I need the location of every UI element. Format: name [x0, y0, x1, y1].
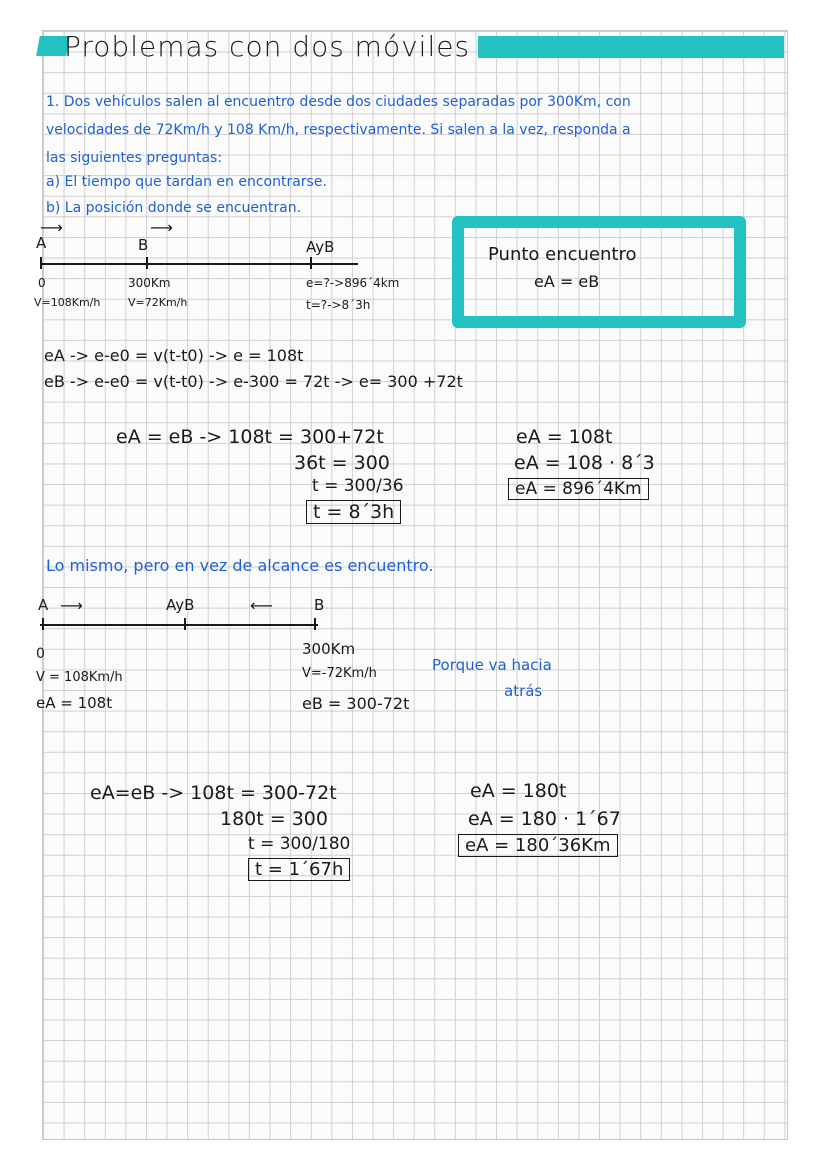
- diagram1-start: 0: [38, 276, 46, 290]
- problem-line-1: 1. Dos vehículos salen al encuentro desde dos ciudades separadas por 300Km, con: [46, 94, 631, 110]
- diagram2-axis: [40, 624, 318, 626]
- question-b: b) La posición donde se encuentran.: [46, 200, 302, 216]
- solve1-right-1: eA = 108t: [516, 426, 613, 448]
- solve2-result-time: t = 1´67h: [248, 858, 350, 881]
- diagram1-tick-ab: [310, 257, 312, 269]
- diagram2-tick-b: [314, 618, 316, 630]
- title-highlight-right: [478, 36, 784, 58]
- meeting-point-equation: eA = eB: [534, 272, 600, 291]
- solve2-right-2: eA = 180 · 1´67: [468, 808, 621, 830]
- diagram2-label-a: A: [38, 596, 49, 614]
- solve1-line-2: 36t = 300: [294, 452, 390, 474]
- diagram2-position-b: eB = 300-72t: [302, 694, 410, 713]
- diagram2-note-2: atrás: [504, 682, 543, 700]
- diagram2-note-1: Porque va hacia: [432, 656, 552, 674]
- solve1-result-position: eA = 896´4Km: [508, 478, 649, 500]
- diagram1-meet-position: e=?->896´4km: [306, 276, 400, 290]
- diagram1-label-b: B: [138, 236, 149, 254]
- diagram2-label-ab: AyB: [166, 596, 195, 614]
- diagram2-position-a: eA = 108t: [36, 694, 113, 712]
- diagram2-velocity-a: V = 108Km/h: [36, 670, 123, 685]
- solve2-line-1: eA=eB -> 108t = 300-72t: [90, 782, 337, 804]
- solve2-result-position: eA = 180´36Km: [458, 834, 618, 857]
- diagram1-b-velocity: V=72Km/h: [128, 296, 188, 309]
- diagram2-velocity-b: V=-72Km/h: [302, 666, 377, 681]
- arrow-a-icon: ⟶: [40, 218, 63, 237]
- arrow-left-icon: ⟵: [250, 596, 273, 615]
- diagram1-start-velocity: V=108Km/h: [34, 296, 101, 309]
- diagram1-label-a: A: [36, 234, 47, 252]
- solve1-line-1: eA = eB -> 108t = 300+72t: [116, 426, 384, 448]
- equation-b: eB -> e-e0 = v(t-t0) -> e-300 = 72t -> e= 300 +72t: [44, 372, 463, 391]
- question-a: a) El tiempo que tardan en encontrarse.: [46, 174, 327, 190]
- problem-line-3: las siguientes preguntas:: [46, 150, 223, 166]
- equation-a: eA -> e-e0 = v(t-t0) -> e = 108t: [44, 346, 304, 365]
- arrow-b-icon: ⟶: [150, 218, 173, 237]
- meeting-point-title: Punto encuentro: [488, 244, 637, 265]
- solve2-right-1: eA = 180t: [470, 780, 567, 802]
- diagram2-start: 0: [36, 646, 45, 662]
- grid-paper: [42, 30, 788, 1140]
- arrow-right-icon: ⟶: [60, 596, 83, 615]
- diagram1-tick-a: [40, 257, 42, 269]
- diagram2-b-distance: 300Km: [302, 640, 356, 658]
- solve2-line-2: 180t = 300: [220, 808, 328, 830]
- section2-note: Lo mismo, pero en vez de alcance es encuentro.: [46, 556, 434, 575]
- diagram1-b-distance: 300Km: [128, 276, 171, 290]
- page-title: Problemas con dos móviles: [64, 30, 471, 63]
- diagram2-label-b: B: [314, 596, 325, 614]
- solve1-right-2: eA = 108 · 8´3: [514, 452, 655, 474]
- diagram1-meet-time: t=?->8´3h: [306, 298, 371, 312]
- solve1-result-time: t = 8´3h: [306, 500, 401, 524]
- diagram2-tick-a: [42, 618, 44, 630]
- diagram1-tick-b: [146, 257, 148, 269]
- solve2-line-3: t = 300/180: [248, 834, 351, 854]
- diagram1-label-ab: AyB: [306, 238, 335, 256]
- diagram2-tick-ab: [184, 618, 186, 630]
- solve1-line-3: t = 300/36: [312, 476, 404, 496]
- problem-line-2: velocidades de 72Km/h y 108 Km/h, respectivamente. Si salen a la vez, responda a: [46, 122, 631, 138]
